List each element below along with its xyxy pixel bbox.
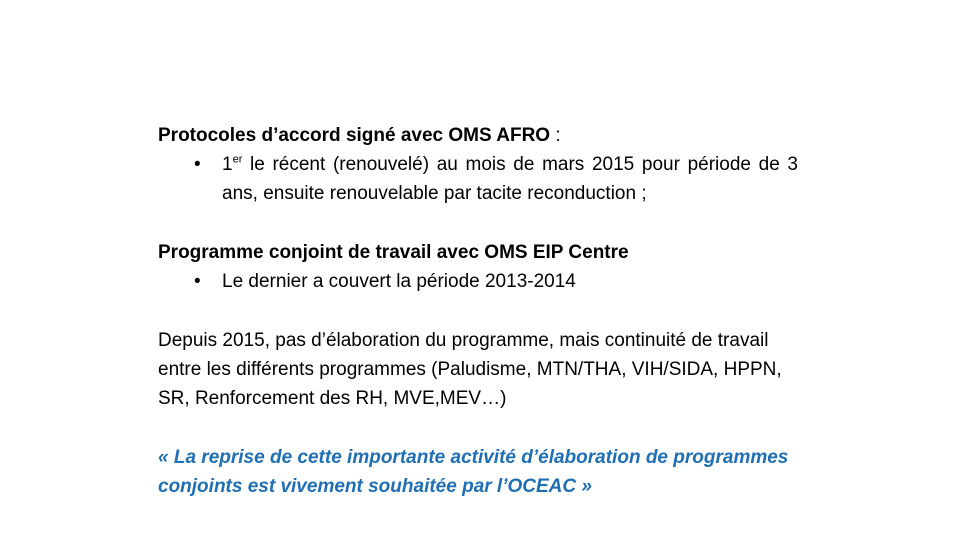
section-program-heading: Programme conjoint de travail avec OMS EIP Centre	[158, 242, 629, 263]
bullet-dot-icon: •	[194, 271, 201, 292]
agreement-bullet	[158, 150, 798, 208]
agreement-bullet-number: 1	[222, 154, 233, 175]
quote-block	[158, 443, 798, 501]
quote-text: La reprise de cette importante activité d’élaboration de programmes conjoints est vivement souhaitée par l’OCEAC	[158, 447, 789, 497]
agreement-heading-colon: :	[550, 125, 561, 146]
program-bullet	[158, 267, 798, 296]
agreement-heading-text: Protocoles d’accord signé avec OMS AFRO	[158, 125, 551, 146]
section-agreement-heading	[158, 121, 798, 150]
spacer	[158, 413, 798, 443]
slide-content	[158, 121, 798, 501]
spacer	[158, 296, 798, 326]
spacer	[158, 208, 798, 238]
agreement-bullet-ordinal: er	[232, 153, 243, 166]
program-bullet-text: Le dernier a couvert la période 2013-2014	[222, 271, 576, 292]
quote-close-mark: »	[576, 476, 592, 497]
quote-open-mark: «	[158, 447, 174, 468]
agreement-bullet-text: le récent (renouvelé) au mois de mars 2015 pour période de 3 ans, ensuite renouvelable par tacite reconduction ;	[222, 154, 798, 204]
bullet-dot-icon: •	[194, 154, 201, 175]
continuity-paragraph: Depuis 2015, pas d’élaboration du programme, mais continuité de travail entre les différents programmes (Paludisme, MTN/THA, VIH/SIDA, HPPN, SR, Renforcement des RH, MVE,MEV…)	[158, 330, 782, 409]
